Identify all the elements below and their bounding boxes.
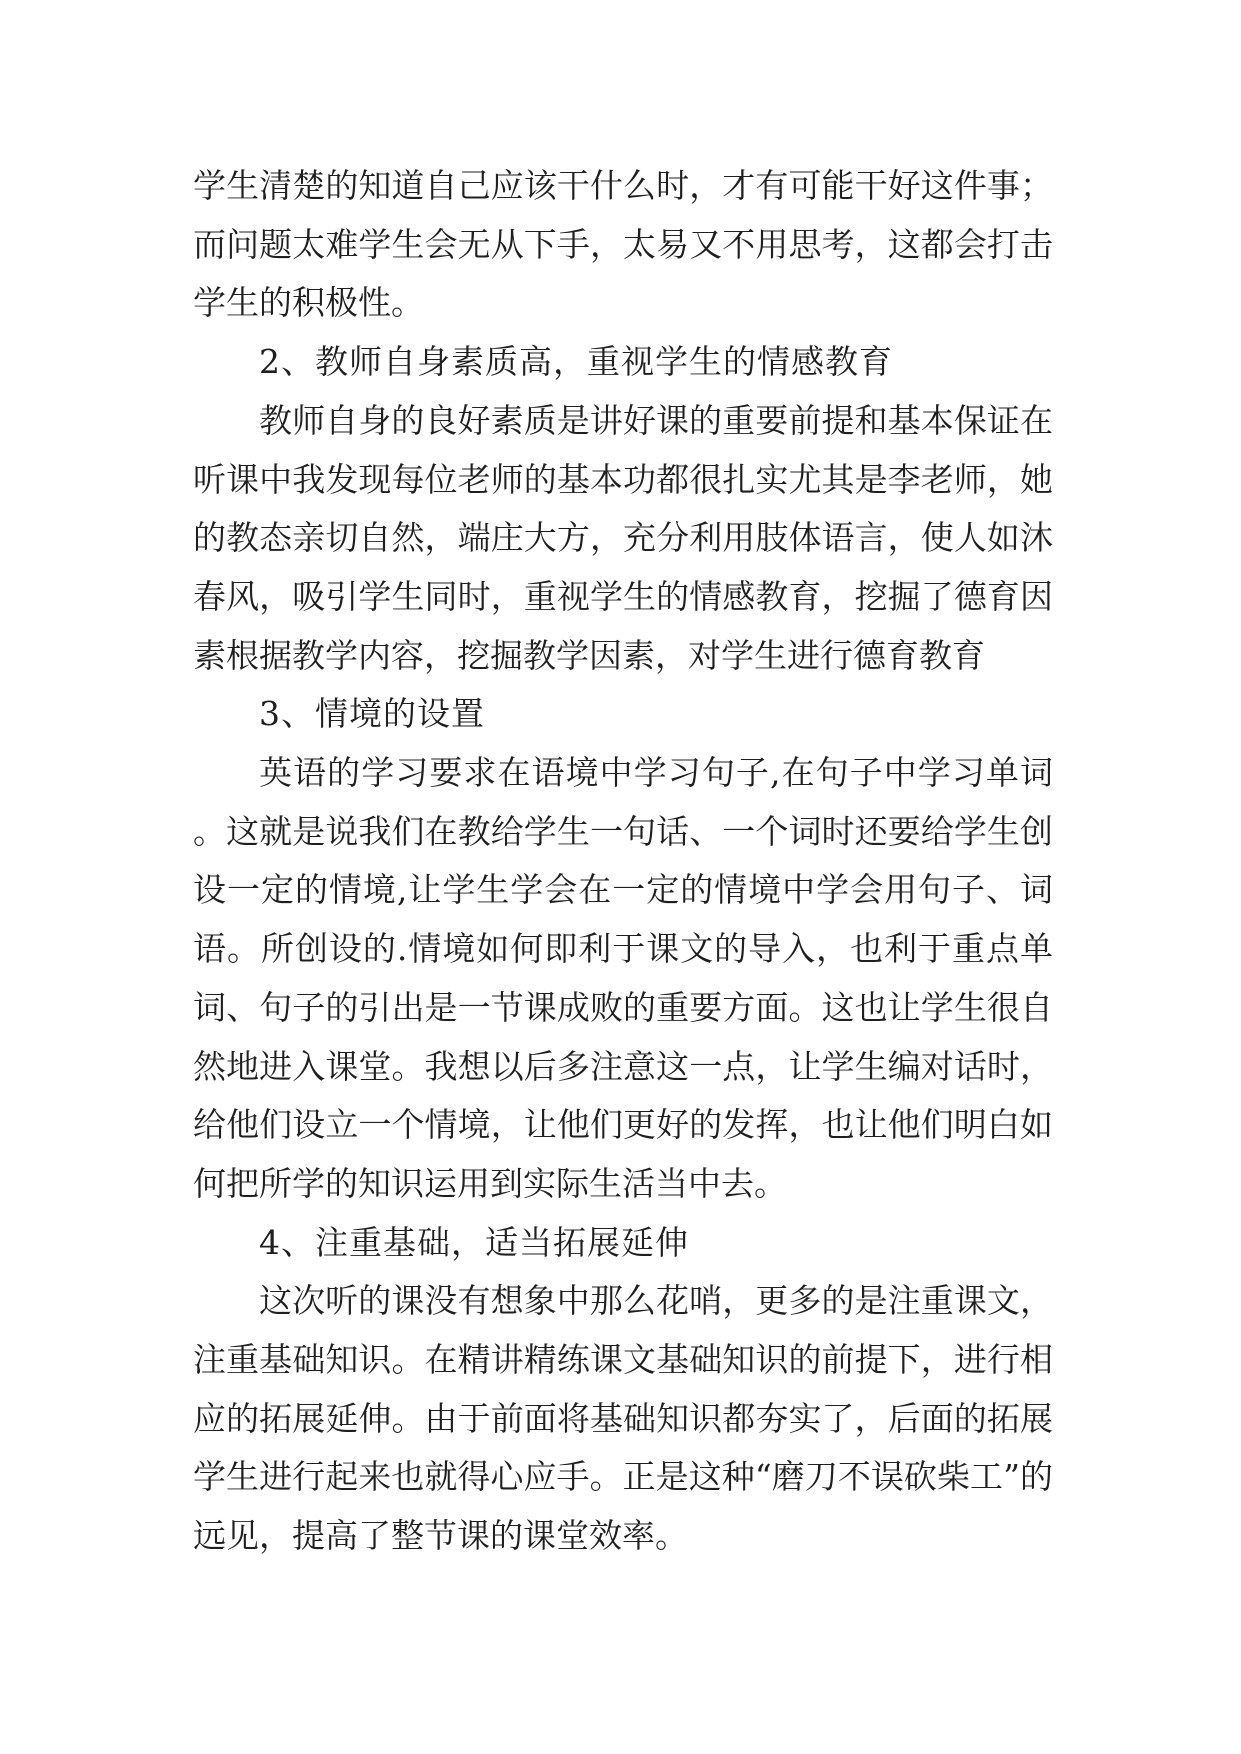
paragraph-foundation-extension: 这次听的课没有想象中那么花哨，更多的是注重课文，注重基础知识。在精讲精练课文基础知识的前提下，进行相应的拓展延伸。由于前面将基础知识都夯实了，后面的拓展学生进行起来也就得心应手。正是这种“磨刀不误砍柴工”的远见，提高了整节课的课堂效率。 bbox=[193, 1281, 1053, 1556]
paragraph-continued-intro: 学生清楚的知道自己应该干什么时，才有可能干好这件事；而问题太难学生会无从下手，太易又不用思考，这都会打击学生的积极性。 bbox=[193, 166, 1053, 323]
section-heading-4: 4、注重基础，适当拓展延伸 bbox=[259, 1222, 689, 1262]
document-body bbox=[193, 157, 1053, 1566]
paragraph-teacher-quality: 教师自身的良好素质是讲好课的重要前提和基本保证在听课中我发现每位老师的基本功都很扎实尤其是李老师，她的教态亲切自然，端庄大方，充分利用肢体语言，使人如沐春风，吸引学生同时，重视学生的情感教育，挖掘了德育因素根据教学内容，挖掘教学因素，对学生进行德育教育 bbox=[193, 400, 1053, 675]
section-heading-2: 2、教师自身素质高，重视学生的情感教育 bbox=[259, 342, 893, 382]
section-heading-3: 3、情境的设置 bbox=[259, 694, 485, 734]
paragraph-situation-setting: 英语的学习要求在语境中学习句子,在句子中学习单词。这就是说我们在教给学生一句话、一个词时还要给学生创设一定的情境,让学生学会在一定的情境中学会用句子、词语。所创设的.情境如何即利于课文的导入，也利于重点单词、句子的引出是一节课成败的重要方面。这也让学生很自然地进入课堂。我想以后多注意这一点，让学生编对话时，给他们设立一个情境，让他们更好的发挥，也让他们明白如何把所学的知识运用到实际生活当中去。 bbox=[193, 753, 1053, 1203]
